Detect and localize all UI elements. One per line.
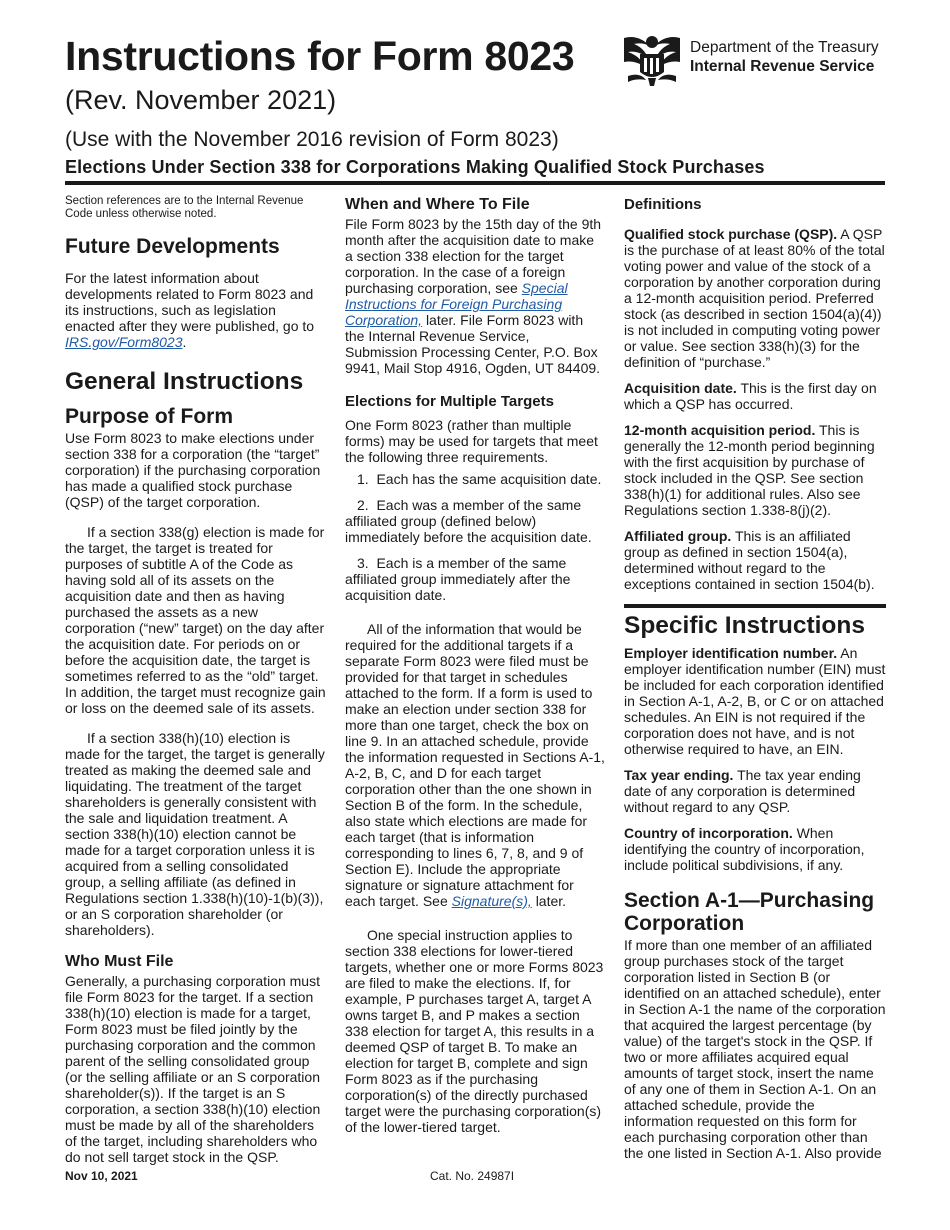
future-developments-heading: Future Developments — [65, 235, 280, 258]
revision-date: (Rev. November 2021) — [65, 85, 337, 115]
definition-acquisition-period: 12-month acquisition period. This is generally the 12-month period beginning with the first acquisition by purchase of stock included in the QSP. See section 338(h)(1) for additional rules. Also see Regulations section 1.338-8(j)(2). — [624, 422, 875, 518]
agency-block — [620, 32, 890, 92]
header-rule — [65, 181, 885, 185]
section-a1-heading: Section A-1—Purchasing Corporation — [624, 889, 875, 935]
multiple-targets-intro: One Form 8023 (rather than multiple forms) may be used for targets that meet the following three requirements. — [345, 417, 598, 465]
purpose-paragraph-3: If a section 338(h)(10) election is made for the target, the target is generally treated as making the deemed sale and liquidating. The treatment of the target shareholders is generally consistent with the sale and liquidation treatment. A section 338(h)(10) election cannot be made for a target corporation unless it is acquired from a selling consolidated group, a selling affiliate (as defined in Regulations section 1.338(h)(10)-1(b)(3)), or an S corporation shareholder (or shareholders). — [65, 730, 325, 938]
requirement-1: 1. Each has the same acquisition date. — [357, 471, 602, 487]
purpose-heading: Purpose of Form — [65, 405, 234, 428]
who-must-file-text: Generally, a purchasing corporation must file Form 8023 for the target. If a section 338(h)(10) election is made for a target, Form 8023 must be filed jointly by the purchasing corporation and the common parent of the selling consolidated group (or the selling affiliate or an S corporation shareholder(s)). If the target is an S corporation, a section 338(h)(10) election must be made by all of the shareholders of the target, including shareholders who do not sell target stock in the QSP. — [65, 973, 321, 1165]
section-references-note: Section references are to the Internal Revenue Code unless otherwise noted. — [65, 195, 304, 220]
purpose-paragraph-2: If a section 338(g) election is made for the target, the target is treated for purposes of subtitle A of the Code as having sold all of its assets on the acquisition date and then as having purchased the assets as a new corporation (“new” target) on the day after the acquisition date. For periods on or before the acquisition date, the target is sometimes referred to as the “old” target. In addition, the target must recognize gain or loss on the deemed sale of its assets. — [65, 524, 326, 716]
tax-year-instructions: Tax year ending. The tax year ending date of any corporation is determined without regard to any QSP. — [624, 767, 861, 815]
requirement-2: 2. Each was a member of the same affiliated group (defined below) immediately before the acquisition date. — [345, 497, 592, 545]
department-name: Department of the Treasury — [690, 39, 879, 56]
purpose-paragraph-1: Use Form 8023 to make elections under section 338 for a corporation (the “target” corporation) if the purchasing corporation has made a qualified stock purchase (QSP) of the target corporation. — [65, 430, 321, 510]
definition-qsp: Qualified stock purchase (QSP). A QSP is the purchase of at least 80% of the total voting power and value of the stock of a corporation by another corporation during a 12-month acquisition period. Preferred stock (as described in section 1504(a)(4)) is not included in computing voting power or value. See section 338(h)(3) for the definition of “purchase.” — [624, 226, 885, 370]
multiple-targets-paragraph-2: All of the information that would be required for the additional targets if a separate Form 8023 were filed must be provided for that target in schedules attached to the form. If a form is used to make an election under section 338 for more than one target, check the box on line 9. In an attached schedule, provide the information requested in Sections A-1, A-2, B, C, and D for each target corporation other than the one shown in Section B of the form. In the schedule, also state which elections are made for each target (that is information corresponding to lines 6, 7, 8, and 9 of Section E). Include the appropriate signature or signature attachment for each target. See Signature(s), later. — [345, 621, 605, 909]
foreign-purchasing-link[interactable]: Special Instructions for Foreign Purchasing Corporation, — [345, 280, 568, 328]
definition-affiliated-group: Affiliated group. This is an affiliated group as defined in section 1504(a), determined without regard to the exceptions contained in section 1504(b). — [624, 528, 875, 592]
section-a1-text: If more than one member of an affiliated group purchases stock of the target corporation listed in Section B (or identified on an attached schedule), enter in Section A-1 the name of the corporation that acquired the largest percentage (by value) of the target's stock in the QSP. If two or more affiliates acquired equal amounts of target stock, insert the name of any one of them in Section A-1. On an attached schedule, provide the information requested on this form for each purchasing corporation other than the one listed in Section A-1. Also provide — [624, 937, 886, 1161]
use-with-note: (Use with the November 2016 revision of Form 8023) — [65, 128, 559, 151]
irs-name: Internal Revenue Service — [690, 58, 875, 75]
ein-instructions: Employer identification number. An employer identification number (EIN) must be included for each corporation identified in Section A-1, A-2, B, or C or on attached schedules. An EIN is not required if the corporation does not have, and is not otherwise required to have, an EIN. — [624, 645, 886, 757]
definitions-heading: Definitions — [624, 196, 702, 213]
who-must-file-heading: Who Must File — [65, 953, 174, 970]
when-where-heading: When and Where To File — [345, 196, 530, 213]
multiple-targets-heading: Elections for Multiple Targets — [345, 393, 554, 410]
irs-form8023-link[interactable]: IRS.gov/Form8023 — [65, 334, 183, 350]
column-right — [624, 195, 886, 1171]
column-middle — [345, 195, 605, 1145]
agency-name — [690, 38, 879, 76]
when-where-text: File Form 8023 by the 15th day of the 9th month after the acquisition date to make a section 338 election for the target corporation. In the case of a foreign purchasing corporation, see Special Instructions for Foreign Purchasing Corporation, later. File Form 8023 with the Internal Revenue Service, Submission Processing Center, P.O. Box 9941, Mail Stop 4916, Ogden, UT 84409. — [345, 216, 602, 376]
page-title: Instructions for Form 8023 — [65, 33, 575, 79]
specific-instructions-heading: Specific Instructions — [624, 604, 886, 639]
page-subtitle: Elections Under Section 338 for Corporations Making Qualified Stock Purchases — [65, 157, 765, 177]
definition-acquisition-date: Acquisition date. This is the first day on which a QSP has occurred. — [624, 380, 877, 412]
signature-link[interactable]: Signature(s), — [451, 893, 532, 909]
footer-date: Nov 10, 2021 — [65, 1169, 138, 1183]
column-left — [65, 195, 327, 1175]
general-instructions-heading: General Instructions — [65, 368, 304, 395]
country-instructions: Country of incorporation. When identifying the country of incorporation, include political subdivisions, if any. — [624, 825, 865, 873]
footer-catalog-number: Cat. No. 24987I — [430, 1169, 515, 1183]
multiple-targets-paragraph-3: One special instruction applies to section 338 elections for lower-tiered targets, whether one or more Forms 8023 are filed to make the elections. If, for example, P purchases target A, target A owns target B, and P makes a section 338 election for target A, this results in a deemed QSP of target B. To make an election for target B, complete and sign Form 8023 as if the purchasing corporation(s) of the directly purchased target were the purchasing corporation(s) of the lower-tiered target. — [345, 927, 604, 1135]
treasury-eagle-logo — [620, 32, 684, 88]
requirement-3: 3. Each is a member of the same affiliated group immediately after the acquisition date. — [345, 555, 571, 603]
future-developments-text: For the latest information about developments related to Form 8023 and its instructions, such as legislation enacted after they were published, go to IRS.gov/Form8023. — [65, 270, 315, 350]
